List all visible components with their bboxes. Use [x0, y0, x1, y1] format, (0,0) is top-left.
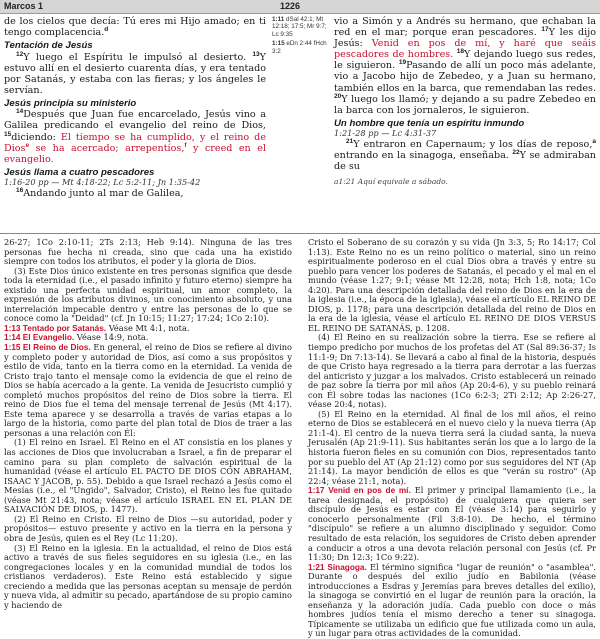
note-text: El término significa "lugar de reunión" o "asamblea". Durante o después del exilio judío en Babilonia (véase introducciones a Esdras y Jeremías para breves detalles del exilio), la sinagoga se convirtió en el lugar de reunión para la oración, la enseñanza y la adoración judía. Cada pueblo con doce o más hombres judíos tenía el mismo derecho a tener su sinagoga. Típicamente se utilizaba un edificio que fue utilizada como un aula, y un lugar para otras actividades de la comunidad.: [308, 561, 596, 639]
verse: [4, 109, 266, 164]
verse-text: Y se admiraban de su: [334, 149, 596, 173]
section-heading: Jesús llama a cuatro pescadores: [4, 166, 155, 178]
verse-number: 20: [334, 92, 342, 100]
note-text: Cristo el Soberano de su corazón y su vida (Jn 3:3, 5; Ro 14:17; Col 1:13). Este Reino no es un reino político o material, sino un reino espiritualmente poderoso en el cual Dios obra a través y entre su pueblo para vencer los poderes de Satanás, el pecado y el mal en el mundo (véase 1:27; 9:1; véase Mt 12:28, nota; Hch 1:8, nota; 1Co 4:20). Para una descripción detallada del reino de Dios en la era de la iglesia (i.e., la época de la iglesia), véase el artículo EL REINO DE DIOS, p. 1178; para una descripción detallada del reino de Dios en la era de la iglesia, véase el artículo EL REINO DE DIOS VERSUS EL REINO DE SATANÁS, p. 1208.: [308, 237, 596, 333]
cross-reference: [272, 16, 330, 38]
study-note: [4, 438, 292, 514]
verse-number: 21: [346, 137, 354, 145]
note-text: Véase Mt 4:1, nota.: [108, 322, 190, 333]
footnote-marker: d: [104, 25, 109, 33]
words-of-jesus: El tiempo se ha cumplido, y el reino de Dios: [4, 131, 266, 154]
verse-number: 13: [252, 50, 260, 58]
study-notes-left: [4, 238, 292, 610]
study-note: [4, 515, 292, 544]
page-header: [0, 0, 600, 14]
verse-number: 16: [16, 186, 24, 194]
verse-text: de los cielos que decía: Tú eres mi Hijo amado; en ti tengo complacencia.: [4, 16, 266, 39]
study-note: [308, 486, 596, 562]
note-text: (5) El Reino en la eternidad. Al final de los mil años, el reino eterno de Dios se establecerá en el nuevo cielo y la nueva tierra (Ap 21:1-4). El centro de la nueva tierra será la ciudad santa, la nueva Jerusalén (Ap 21:9-11). Sus habitantes serán los que a lo largo de la historia fueron fieles en su comunión con Dios, representados tanto por su pueblo del AT (Ap 21:12) como por sus seguidores del NT (Ap 21:14). La mayor bendición de ellos es que "verán su rostro" (Ap 22:4; véase 21:1, nota).: [308, 408, 596, 486]
verse-text: diciendo:: [11, 131, 56, 143]
note-text: (3) El Reino en la iglesia. En la actualidad, el reino de Dios está activo a través de sus fieles seguidores en su iglesia (i.e., en las congregaciones locales y en la comunidad mundial de todos los cristianos verdaderos). Este Reino está establecido y sigue creciendo a medida que las personas aceptan su mensaje de perdón y nueva vida, al admitir su pecado, apartándose de su propio camino y haciendo de: [4, 542, 292, 610]
verse-text: Y luego los llamó; y dejando a su padre Zebedeo en la barca con los jornaleros, le siguieron.: [334, 93, 596, 116]
note-reference: 1:17 Venid en pos de mí.: [308, 486, 411, 496]
section-heading: Jesús principia su ministerio: [4, 97, 137, 109]
note-text: (3) Este Dios único existente en tres personas significa que desde toda la eternidad (i.e., el pasado infinito y futuro eterno) siempre ha existido una perfecta unidad espiritual, un amor completo, la expresión de los atributos divinos, un conocimiento absoluto, y una interrelación impecable dentro y entre las personas de lo que se conoce como la "Deidad" (cf. Jn 10:15; 11:27; 17:24; 1Co 2:10).: [4, 265, 292, 324]
verse-text: Y dejando luego sus redes, le siguieron.: [334, 49, 596, 72]
verse-text: Y entraron en Capernaum; y los días de reposo,: [353, 138, 593, 150]
note-text: (1) El reino en Israel. El Reino en el AT consistía en los planes y las acciones de Dios que involucraban a Israel, a fin de preparar el camino para su plan completo de salvación espiritual de la humanidad (véase el artículo EL PACTO DE DIOS CON ABRAHAM, ISAAC Y JACOB, p. 55). Debido a que Israel rechazó a Jesús como el Mesías (i.e., el "Ungido", Salvador, Cristo), el Reino les fue quitado (véase Mt 21:43, nota; véase el artículo ISRAEL EN EL PLAN DE SALVACIÓN DE DIOS, p. 1477).: [4, 437, 292, 515]
verse-number: 17: [541, 25, 549, 33]
study-notes-right: [308, 238, 596, 639]
verse-text: Pasando de allí un poco más adelante, vio a Jacobo hijo de Zebedeo, y a Juan su hermano, también ellos en la barca, que remendaban las redes.: [334, 60, 596, 94]
xref-text: eDn 2:44 fHch 3:2: [272, 40, 327, 55]
verse-number: 14: [16, 108, 24, 116]
cross-reference: [272, 40, 330, 55]
verse-number: 22: [512, 148, 520, 156]
note-text: 26-27; 1Co 2:10-11; 2Ts 2:13; Heb 9:14). Ninguna de las tres personas fue hecha ni creada, sino que cada una ha existido siempre con todos los atributos, el poder y la gloria de Dios.: [4, 237, 292, 267]
verse-text: Andando junto al mar de Galilea,: [23, 187, 184, 199]
study-note: [308, 410, 596, 486]
verse: [334, 139, 596, 172]
verse-number: 19: [398, 59, 407, 67]
words-of-jesus: se ha acercado; arrepentíos,: [35, 142, 185, 154]
xref-text: dSal 42:1; Mt 12:18; 17:5; Mr 9:7; Lc 9:35: [272, 16, 327, 38]
words-of-jesus: Venid en pos de mí, y haré que seáis pescadores de hombres.: [334, 38, 596, 61]
note-text: En general, el reino de Dios se refiere al divino y completo poder y autoridad de Dios, así como a sus propósitos y estilo de vida, tanto en la tierra como en la eternidad. La venida de Cristo trajo tanto el mensaje como la evidencia de que el reino de Dios se había acercado a la gente. La venida de Jesucristo cumplió y completó muchos propósitos del reino de Dios sobre la tierra. El reino de Dios fue el tema del mensaje terrenal de Jesús (Mt 4:17). Este tema aparece y se desarrolla a través de varias etapas a lo largo de la historia, como parte del plan total de Dios de traer a las personas a una relación con Él:: [4, 342, 292, 438]
study-note: [308, 238, 596, 333]
verse-text: Y estuvo allí en el desierto cuarenta días, y era tentado por Satanás, y estaba con las fieras; y los ángeles le servían.: [4, 51, 266, 96]
footnote-marker: f: [184, 141, 187, 149]
verse-number: 15: [4, 130, 12, 138]
page-number: 1226: [280, 1, 301, 11]
note-text: Véase 14:9, nota.: [76, 332, 149, 343]
verse-number: 12: [16, 50, 24, 58]
note-text: El primer y principal llamamiento (i.e., la tarea designada, el propósito) de cualquiera que quiera ser discípulo de Jesús es estar con Él (véase 3:14) para seguirlo y conocerlo personalmente (Fil 3:8-10). De hecho, el término "discípulo" se refiere a un alumno disciplinado y seguidor. Como resultado de esta relación, los seguidores de Cristo deben aprender a conducir a otros a una devota relación personal con Jesús (cf. Pr 11:30; Dn 12:3; 1Co 9:22).: [308, 485, 596, 563]
note-reference: 1:13 Tentado por Satanás.: [4, 323, 107, 333]
words-of-jesus: y creed en el evangelio.: [4, 142, 266, 165]
study-note: [4, 267, 292, 324]
verse-text: Después que Juan fue encarcelado, Jesús vino a Galilea predicando el evangelio del reino de Dios,: [4, 109, 266, 132]
parallel-passage-ref: 1:16-20 pp — Mt 4:18-22; Lc 5:2-11; Jn 1:35-42: [4, 177, 201, 188]
note-reference: 1:21 Sinagoga.: [308, 562, 367, 572]
footnote-marker: a: [592, 137, 596, 145]
verse-text: Y luego el Espíritu le impulsó al desierto.: [23, 51, 247, 63]
section-divider: [0, 233, 600, 234]
note-reference: 1:14 El Evangelio.: [4, 333, 75, 343]
verse-text: vio a Simón y a Andrés su hermano, que echaban la red en el mar; porque eran pescadores.: [334, 16, 596, 39]
section-heading: Tentación de Jesús: [4, 40, 93, 52]
verse-number: 18: [456, 48, 465, 56]
verse: [4, 52, 266, 96]
footnote-marker: e: [25, 141, 30, 149]
parallel-passage-ref: 1:21-28 pp — Lc 4:31-37: [334, 128, 437, 139]
translation-footnote: a1:21 Aquí equivale a sábado.: [334, 177, 448, 187]
study-note: [308, 333, 596, 409]
verse-text: entrando en la sinagoga, enseñaba.: [334, 149, 509, 161]
xref-label: 1:11: [272, 16, 285, 23]
note-reference: 1:15 El Reino de Dios.: [4, 343, 91, 353]
bible-text-left-column: [4, 16, 266, 199]
study-note: [4, 343, 292, 438]
book-chapter-title: Marcos 1: [4, 1, 44, 11]
bible-text-right-column: [334, 16, 596, 187]
study-note: [4, 238, 292, 267]
study-note: [308, 563, 596, 639]
xref-label: 1:15: [272, 40, 285, 48]
verse-text: Y les dijo Jesús:: [334, 27, 596, 50]
study-note: [4, 544, 292, 611]
section-heading: Un hombre que tenía un espíritu inmundo: [334, 117, 525, 129]
cross-reference-column: [272, 16, 330, 55]
note-text: (4) El Reino en su realización sobre la tierra. Ese se refiere al tiempo predicho por muchos de los profetas del AT (Sal 89:36-37; Is 11:1-9; Dn 7:13-14). Se llevará a cabo al final de la historia, después de que Cristo haya regresado a la tierra para derrotar a las fuerzas del anticristo y juzgar a los malvados. Cristo establecerá un reinado de paz sobre la tierra por mil años (Ap 20:4-6), y su pueblo reinará con Él sobre todas las naciones (1Co 6:2-3; 2Ti 2:12; Ap 2:26-27, véase 20:4, notas).: [308, 332, 596, 410]
note-text: (2) El Reino en Cristo. El reino de Dios —su autoridad, poder y propósitos— estuvo presente y activo en la tierra en la persona y obra de Jesús, quien es el Rey (Lc 11:20).: [4, 513, 292, 543]
verse: [4, 188, 266, 199]
